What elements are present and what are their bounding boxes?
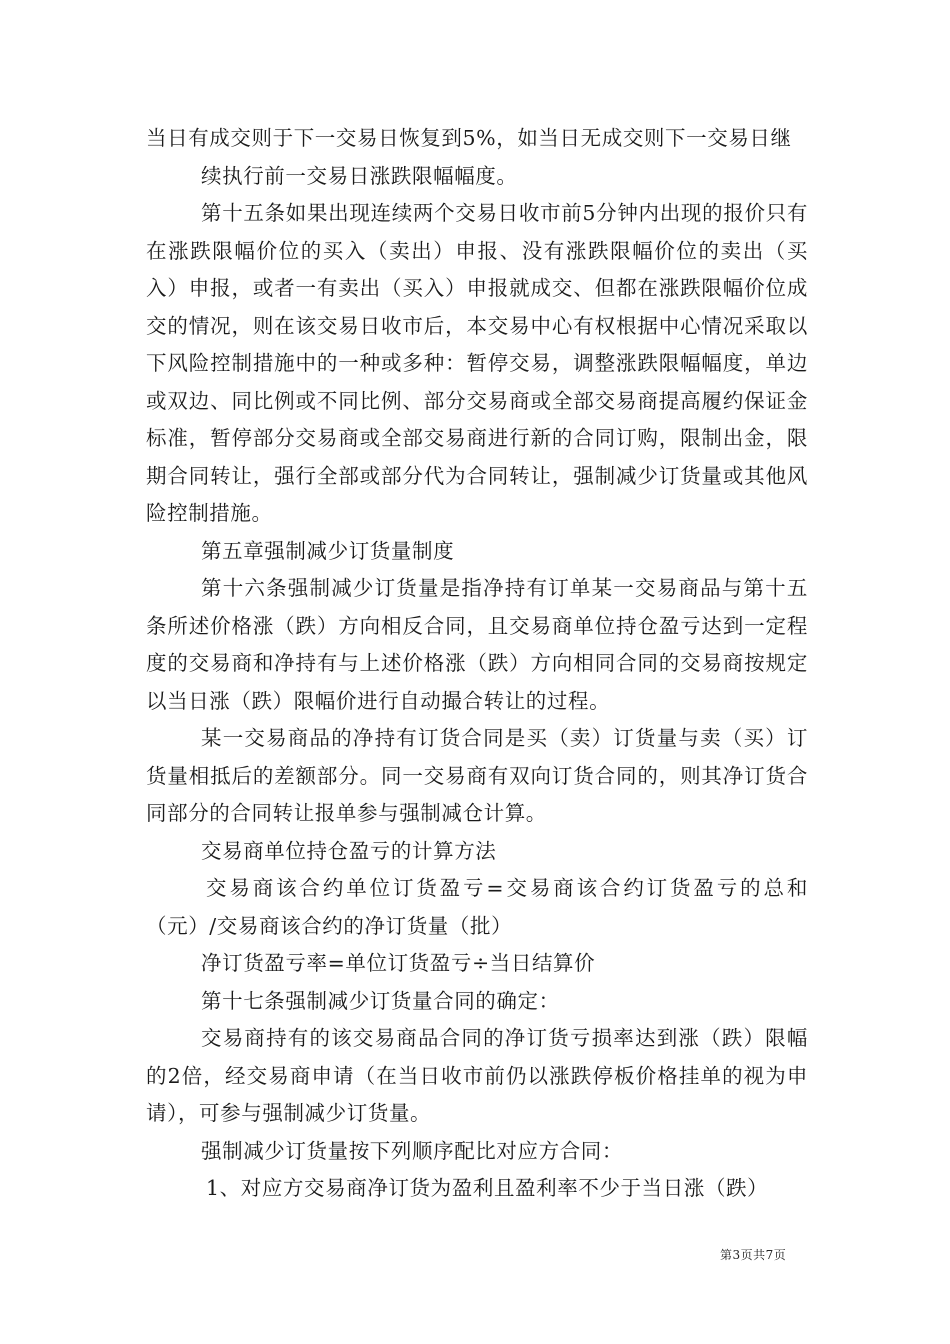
paragraph-2: 续执行前一交易日涨跌限幅幅度。 [201,163,518,188]
paragraph-article-15: 第十五条如果出现连续两个交易日收市前5分钟内出现的报价只有在涨跌限幅价位的买入（卖出）申报、没有涨跌限幅价位的卖出（买入）申报，或者一有卖出（买入）申报就成交、但都在涨跌限幅价位成交的情况，则在该交易日收市后，本交易中心有权根据中心情况采取以下风险控制措施中的一种或多种：暂停交易，调整涨跌限幅幅度，单边或双边、同比例或不同比例、部分交易商或全部交易商提高履约保证金标准，暂停部分交易商或全部交易商进行新的合同订购，限制出金，限期合同转让，强行全部或部分代为合同转让，强制减少订货量或其他风险控制措施。 [146,201,808,525]
paragraph-loss-rate: 交易商持有的该交易商品合同的净订货亏损率达到涨（跌）限幅的2倍，经交易商申请（在当日收市前仍以涨跌停板价格挂单的视为申请），可参与强制减少订货量。 [146,1026,808,1125]
paragraph-unit-pnl-formula: 交易商该合约单位订货盈亏=交易商该合约订货盈亏的总和（元）/交易商该合约的净订货量（批） [146,876,808,938]
paragraph-pnl-rate-formula: 净订货盈亏率=单位订货盈亏÷当日结算价 [201,951,596,975]
paragraph-calc-method: 交易商单位持仓盈亏的计算方法 [201,838,497,863]
chapter-heading-5: 第五章强制减少订货量制度 [201,538,455,563]
paragraph-item-1: 1、对应方交易商净订货为盈利且盈利率不少于当日涨（跌） [206,1176,769,1200]
document-body [146,120,808,1208]
page-number: 第3页共7页 [720,1248,787,1262]
paragraph-article-17: 第十七条强制减少订货量合同的确定： [201,988,560,1013]
paragraph-article-16: 第十六条强制减少订货量是指净持有订单某一交易商品与第十五条所述价格涨（跌）方向相反合同，且交易商单位持仓盈亏达到一定程度的交易商和净持有与上述价格涨（跌）方向相同合同的交易商按规定以当日涨（跌）限幅价进行自动撮合转让的过程。 [146,576,808,713]
paragraph-1: 当日有成交则于下一交易日恢复到5%，如当日无成交则下一交易日继 [146,126,792,150]
paragraph-matching-order: 强制减少订货量按下列顺序配比对应方合同： [201,1138,623,1163]
paragraph-net-holding: 某一交易商品的净持有订货合同是买（卖）订货量与卖（买）订货量相抵后的差额部分。同一交易商有双向订货合同的，则其净订货合同部分的合同转让报单参与强制减仓计算。 [146,726,808,825]
